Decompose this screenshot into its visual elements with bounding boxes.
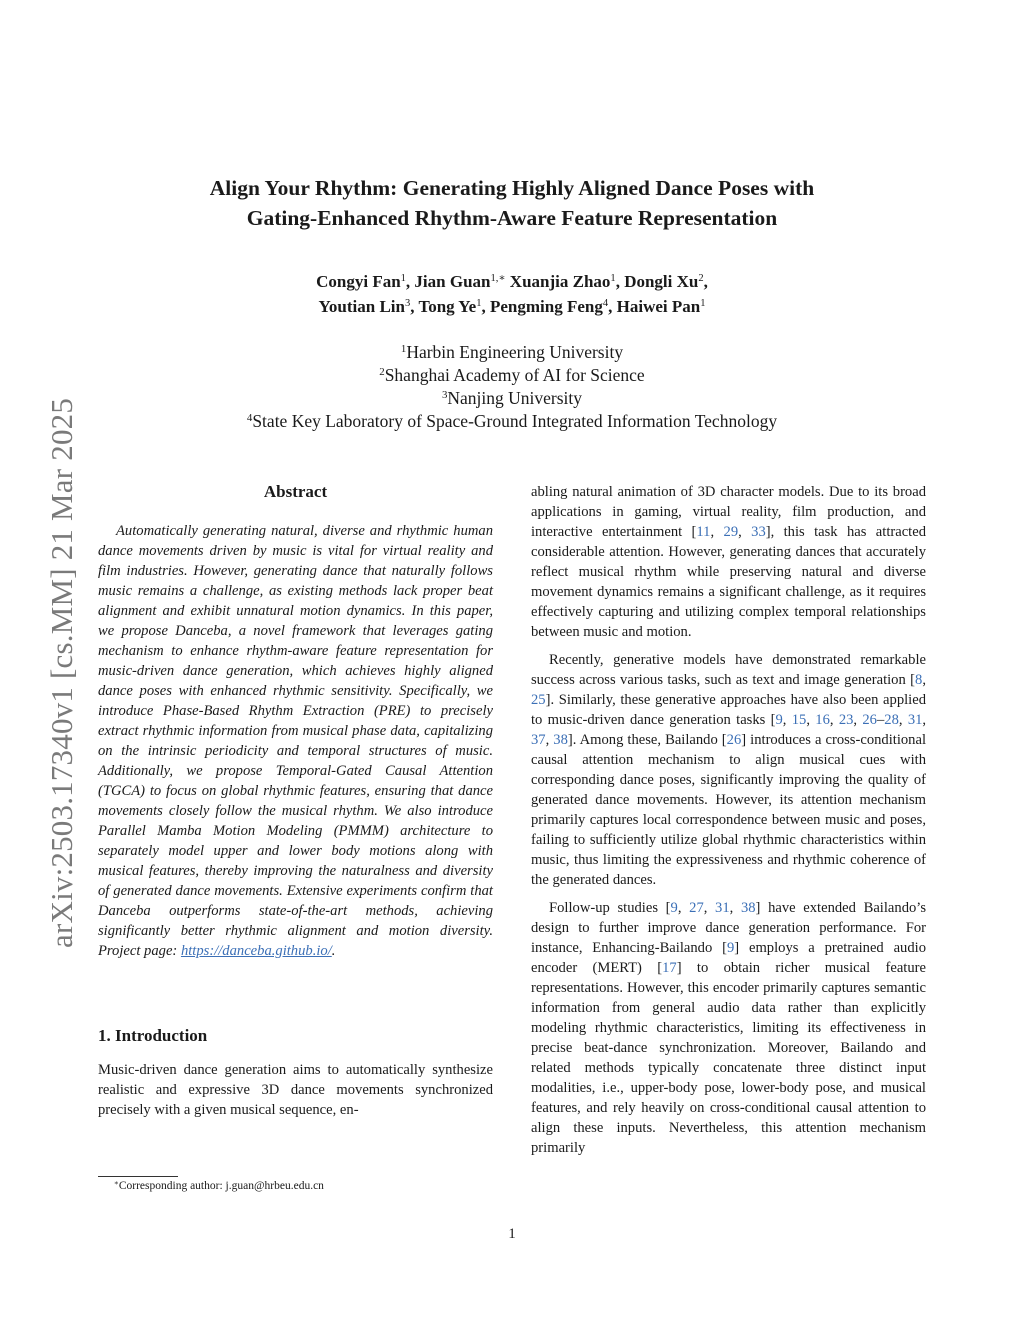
title-line-1: Align Your Rhythm: Generating Highly Aligned Dance Poses with: [209, 176, 815, 200]
author-affil-mark: 1,∗: [490, 273, 506, 285]
title-line-2: Gating-Enhanced Rhythm-Aware Feature Representation: [246, 206, 778, 230]
abstract-body: [98, 521, 493, 961]
paper-title: [130, 173, 894, 233]
footnote-divider: [98, 1176, 178, 1177]
citation-link[interactable]: 9: [726, 940, 735, 956]
right-paragraph-3: Follow-up studies [9, 27, 31, 38] have extended Bailando’s design to further improve dance generation performance. For instance, Enhancing-Bailando [9] employs a pretrained audio encoder (MERT) [17] to obtain richer musical feature representations. However, this encoder primarily captures semantic information from general audio data rather than explicitly modeling rhythmic characteristics, limiting its effectiveness in precise beat-dance synchronization. Moreover, Bailando and related methods typically concatenate three distinct input modalities, i.e., upper-body pose, lower-body pose, and musical features, and rely heavily on cross-conditional causal attention to align these inputs. Nevertheless, this attention mechanism primarily: [531, 900, 927, 1156]
abstract-heading: Abstract: [263, 482, 328, 501]
affiliation-item: [130, 341, 894, 364]
author-name: Tong Ye: [418, 297, 477, 316]
affiliation-item: [130, 364, 894, 387]
author-list: [130, 269, 894, 319]
citation-link[interactable]: 33: [751, 524, 766, 540]
affiliation-mark: 1: [400, 343, 407, 356]
author-name: Youtian Lin: [318, 297, 405, 316]
citation-link[interactable]: 15: [791, 712, 807, 728]
author-separator: ,: [615, 272, 625, 291]
project-page-link[interactable]: https://danceba.github.io/: [180, 943, 332, 959]
right-column: [531, 482, 926, 1166]
affiliation-item: [130, 410, 894, 433]
right-paragraph-1: abling natural animation of 3D character models. Due to its broad applications in gaming, virtual reality, film production, and interactive entertainment [11, 29, 33], this task has attracted considerable attention. However, generating dances that accurately reflect musical rhythm while preserving natural and diverse movement dynamics remains a significant challenge, as it requires effectively capturing and utilizing complex temporal relationships between music and motion.: [531, 484, 927, 640]
affiliation-name: Harbin Engineering University: [406, 342, 624, 362]
author-name: Pengming Feng: [490, 297, 603, 316]
author-name: Dongli Xu: [624, 272, 699, 291]
introduction-heading: 1. Introduction: [98, 1026, 208, 1045]
citation-link[interactable]: 26: [726, 732, 742, 748]
author-separator: ,: [405, 272, 415, 291]
citation-link[interactable]: 31: [907, 712, 923, 728]
citation-link[interactable]: 16: [815, 712, 830, 728]
author-separator: ,: [608, 297, 617, 316]
affiliation-name: Shanghai Academy of AI for Science: [384, 365, 645, 385]
citation-link[interactable]: 8: [915, 672, 923, 688]
abstract-text: Automatically generating natural, diverse and rhythmic human dance movements driven by music is vital for virtual reality and film industries. However, generating dance that naturally follows music remains a challenge, as existing methods lack proper beat alignment and exhibit unnatural motion dynamics. In this paper, we propose Danceba, a novel framework that leverages gating mechanism to enhance rhythm-aware feature representation for music-driven dance generation, which achieves highly aligned dance poses with enhanced rhythmic sensitivity. Specifically, we introduce Phase-Based Rhythm Extraction (PRE) to precisely extract rhythmic information from musical phase data, capitalizing on the intrinsic periodicity and temporal structures of music. Additionally, we propose Temporal-Gated Causal Attention (TGCA) to focus on global rhythmic features, ensuring that dance movements closely follow the musical rhythm. We also introduce Parallel Mamba Motion Modeling (PMMM) architecture to separately model upper and lower body motions along with musical features, thereby improving the naturalness and diversity of generated dance movements. Extensive experiments confirm that Danceba outperforms state-of-the-art methods, achieving significantly better rhythmic alignment and motion diversity. Project page:: [98, 523, 493, 959]
citation-link[interactable]: 38: [740, 900, 756, 916]
left-column: [98, 482, 493, 1120]
citation-link[interactable]: 27: [689, 900, 704, 916]
affiliation-list: [130, 341, 894, 433]
author-affil-mark: 2: [698, 273, 704, 285]
author-line-1: [130, 269, 894, 294]
affiliation-name: State Key Laboratory of Space-Ground Integrated Information Technology: [252, 411, 778, 431]
footnote-mark: ∗: [114, 1179, 119, 1188]
author-name: Xuanjia Zhao: [509, 272, 611, 291]
affiliation-mark: 3: [441, 389, 448, 402]
author-affil-mark: 1: [700, 298, 706, 310]
introduction-paragraph: Music-driven dance generation aims to automatically synthesize realistic and expressive 3D dance movements synchronized precisely with a given musical sequence, en-: [98, 1062, 493, 1118]
author-separator: ,: [410, 297, 419, 316]
citation-link[interactable]: 37: [531, 732, 546, 748]
author-name: Haiwei Pan: [616, 297, 701, 316]
affiliation-mark: 4: [246, 412, 253, 425]
affiliation-name: Nanjing University: [447, 388, 583, 408]
citation-link[interactable]: 25: [531, 692, 546, 708]
citation-link[interactable]: 11: [696, 524, 711, 540]
page-number: 1: [508, 1226, 516, 1242]
affiliation-item: [130, 387, 894, 410]
author-name: Congyi Fan: [316, 272, 401, 291]
citation-link[interactable]: 31: [715, 900, 730, 916]
citation-link[interactable]: 23: [838, 712, 854, 728]
citation-link[interactable]: 26: [862, 712, 877, 728]
citation-link[interactable]: 17: [662, 960, 677, 976]
author-affil-mark: 1: [400, 273, 406, 285]
author-affil-mark: 4: [602, 298, 609, 310]
citation-link[interactable]: 9: [775, 712, 783, 728]
affiliation-mark: 2: [379, 366, 385, 379]
citation-link[interactable]: 29: [723, 524, 739, 540]
author-separator: ,: [703, 272, 708, 291]
citation-link[interactable]: 38: [553, 732, 568, 748]
arxiv-sidebar-stamp: arXiv:2503.17340v1 [cs.MM] 21 Mar 2025: [44, 397, 79, 948]
author-affil-mark: 1: [610, 273, 616, 285]
citation-link[interactable]: 28: [884, 712, 899, 728]
footnote-text: Corresponding author: j.guan@hrbeu.edu.cn: [118, 1180, 324, 1192]
footnote: [114, 1179, 324, 1193]
author-line-2: [130, 294, 894, 319]
abstract-period: .: [331, 943, 336, 959]
author-affil-mark: 3: [404, 298, 411, 310]
author-separator: ,: [481, 297, 490, 316]
right-paragraph-2: Recently, generative models have demonstrated remarkable success across various tasks, such as text and image generation [8, 25]. Similarly, these generative approaches have also been applied to music-driven dance generation tasks [9, 15, 16, 23, 26–28, 31, 37, 38]. Among these, Bailando [26] introduces a cross-conditional causal attention mechanism to align musical cues with corresponding dance poses, significantly improving the quality of generated dance movements. However, its attention mechanism primarily captures local correspondence between music and poses, failing to sufficiently utilize global rhythmic characteristics within music, thus limiting the expressiveness and rhythmic coherence of the generated dances.: [531, 652, 927, 888]
author-name: Jian Guan: [414, 272, 491, 291]
author-affil-mark: 1: [476, 298, 482, 310]
citation-link[interactable]: 9: [670, 900, 678, 916]
